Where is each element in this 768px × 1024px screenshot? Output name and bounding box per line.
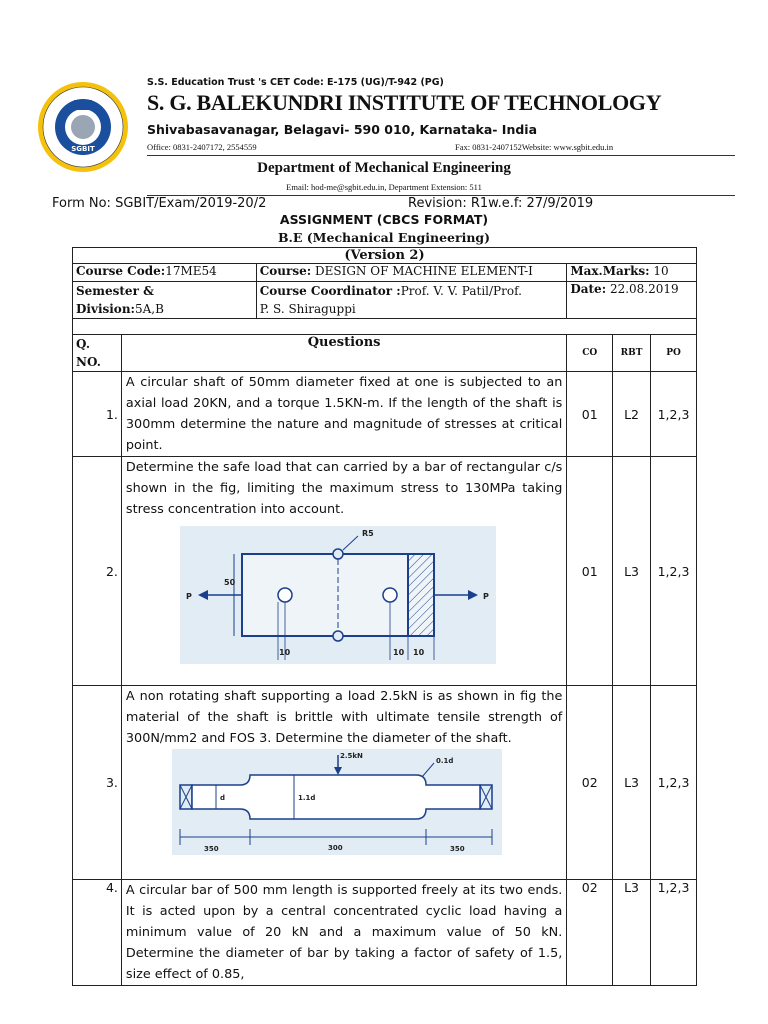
date-cell: Date: 22.08.2019 (567, 282, 697, 319)
stepped-shaft-figure (172, 749, 502, 855)
question-cell (121, 686, 566, 880)
questions-header: Questions (121, 335, 566, 372)
revision: Revision: R1w.e.f: 27/9/2019 (408, 196, 594, 211)
po-value: 1,2,3 (651, 457, 697, 686)
office-phone: Office: 0831-2407172, 2554559 (147, 142, 257, 152)
question-row (73, 372, 697, 457)
course-code-cell: Course Code:17ME54 (73, 264, 257, 282)
question-text: A non rotating shaft supporting a load 2.5kN is as shown in fig the material of the shaft is brittle with ultimate tensile strength of 300N/mm2 and FOS 3. Determine the diameter of the shaft. (125, 689, 563, 746)
load-label-right: P (482, 592, 489, 601)
load-label-left: P (185, 592, 192, 601)
form-number: Form No: SGBIT/Exam/2019-20/2 (52, 196, 267, 211)
coordinator-cell: Course Coordinator :Prof. V. V. Patil/Prof. P. S. Shiraguppi (256, 282, 567, 319)
large-dia-label: 1.1d (297, 794, 316, 802)
co-value: 01 (567, 372, 613, 457)
trust-line: S.S. Education Trust 's CET Code: E-175 (UG)/T-942 (PG) (147, 77, 444, 88)
length-label-3: 350 (449, 845, 465, 853)
course-cell: Course: DESIGN OF MACHINE ELEMENT-I (256, 264, 567, 282)
logo-text: SGBIT (71, 145, 95, 153)
notched-bar-figure (180, 526, 496, 664)
co-value: 02 (567, 880, 613, 986)
question-number: 1. (73, 372, 122, 457)
question-number: 2. (73, 457, 122, 686)
question-number: 3. (73, 686, 122, 880)
semester-cell: Semester & Division:5A,B (73, 282, 257, 319)
department-name: Department of Mechanical Engineering (257, 160, 511, 176)
program-title: B.E (Mechanical Engineering) (277, 230, 491, 245)
header-rule (147, 155, 735, 156)
dim-label-3: 10 (412, 648, 425, 657)
dim-label-1: 10 (278, 648, 291, 657)
question-cell (121, 457, 566, 686)
rbt-header: RBT (613, 335, 651, 372)
question-row (73, 457, 697, 686)
department-email: Email: hod-me@sgbit.edu.in, Department Extension: 511 (286, 182, 482, 192)
co-value: 02 (567, 686, 613, 880)
co-value: 01 (567, 457, 613, 686)
rbt-value: L2 (613, 372, 651, 457)
po-value: 1,2,3 (651, 372, 697, 457)
radius-label: R5 (361, 529, 374, 538)
co-header: CO (567, 335, 613, 372)
fax-website: Fax: 0831-2407152Website: www.sgbit.edu.in (455, 142, 614, 152)
question-row (73, 686, 697, 880)
load-label: 2.5kN (339, 752, 363, 760)
version: (Version 2) (73, 248, 697, 264)
assignment-title: ASSIGNMENT (CBCS FORMAT) (279, 212, 489, 227)
question-row (73, 880, 697, 986)
height-label: 50 (223, 578, 236, 587)
question-number: 4. (73, 880, 122, 986)
po-value: 1,2,3 (651, 686, 697, 880)
fillet-label: 0.1d (435, 757, 454, 765)
spacer-row (73, 319, 697, 335)
rbt-value: L3 (613, 880, 651, 986)
po-value: 1,2,3 (651, 880, 697, 986)
dim-label-2: 10 (392, 648, 405, 657)
question-text: A circular shaft of 50mm diameter fixed at one is subjected to an axial load 20KN, and a torque 1.5KN-m. If the length of the shaft is 300mm determine the nature and magnitude of stresses at critical point. (121, 372, 566, 457)
question-text: Determine the safe load that can carried by a bar of rectangular c/s shown in the fig, limiting the maximum stress to 130MPa taking stress concentration into account. (125, 460, 563, 517)
po-header: PO (651, 335, 697, 372)
qno-header: Q. NO. (73, 335, 122, 372)
institute-name: S. G. BALEKUNDRI INSTITUTE OF TECHNOLOGY (147, 90, 662, 115)
rbt-value: L3 (613, 686, 651, 880)
max-marks-cell: Max.Marks: 10 (567, 264, 697, 282)
length-label-2: 300 (327, 844, 343, 852)
question-text: A circular bar of 500 mm length is supported freely at its two ends. It is acted upon by a central concentrated cyclic load having a minimum value of 20 kN and a maximum value of 50 kN. Determine the diameter of bar by taking a factor of safety of 1.5, size effect of 0.85, (121, 880, 566, 986)
rbt-value: L3 (613, 457, 651, 686)
small-dia-label: d (219, 794, 225, 802)
institute-address: Shivabasavanagar, Belagavi- 590 010, Karnataka- India (147, 122, 538, 137)
length-label-1: 350 (203, 845, 219, 853)
assignment-table (72, 247, 697, 986)
